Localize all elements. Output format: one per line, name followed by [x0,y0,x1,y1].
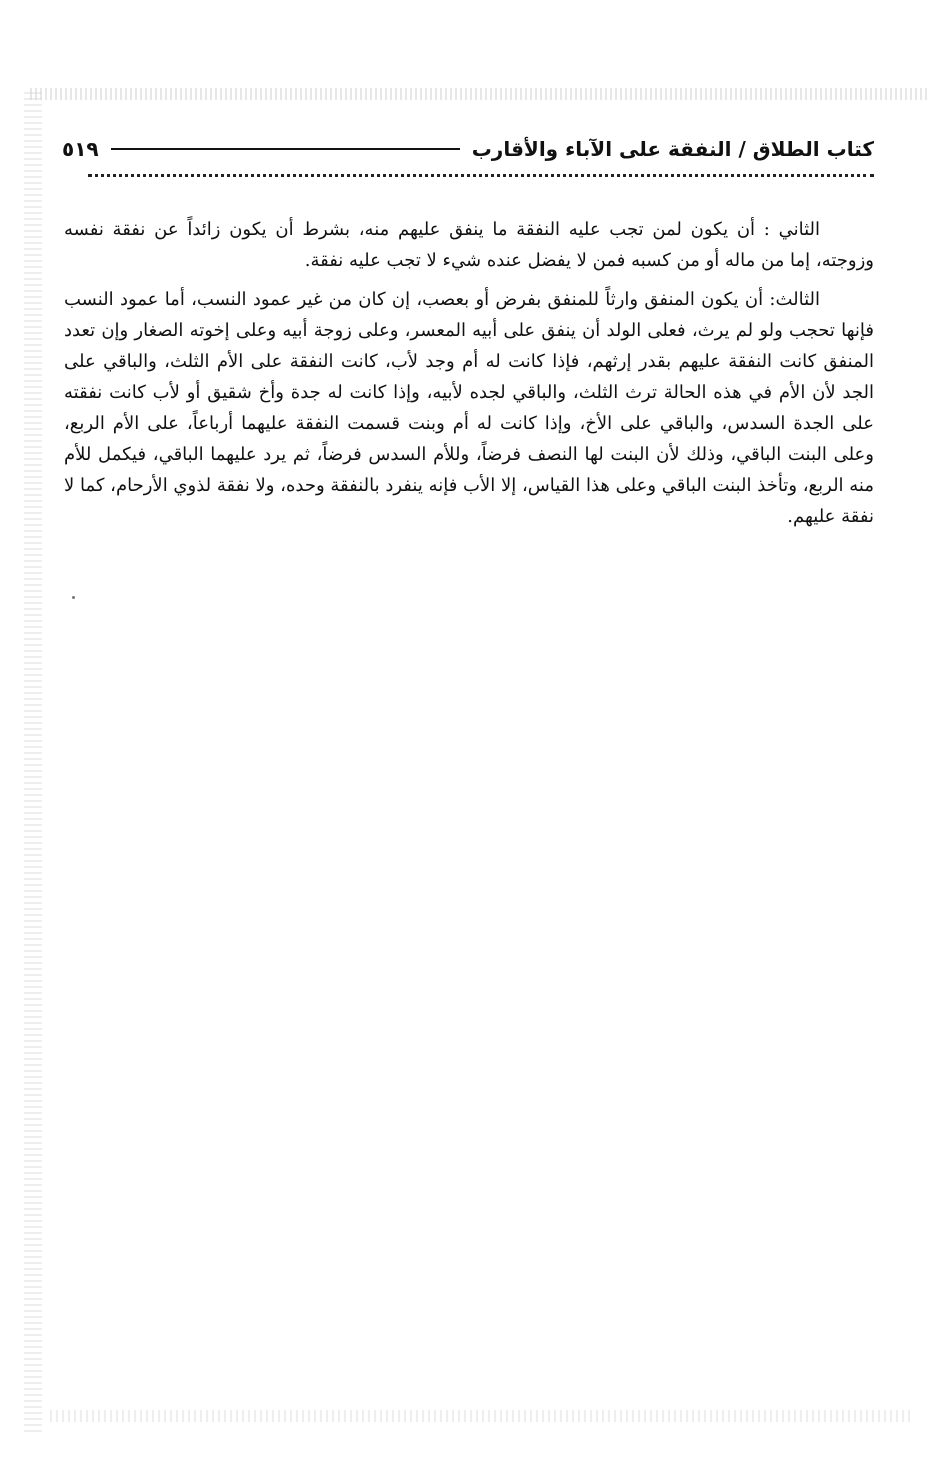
dotted-separator [88,174,874,193]
running-header [62,132,874,166]
paragraph-second-condition: الثاني : أن يكون لمن تجب عليه النفقة ما ينفق عليهم منه، بشرط أن يكون زائداً عن نفقة نفسه وزوجته، إما من ماله أو من كسبه فمن لا يفضل عنده شيء لا تجب عليه نفقة. [64,219,874,271]
page-number: ٥١٩ [62,137,99,161]
body-text [64,214,874,532]
ink-speck [72,596,75,599]
scan-edge-left [24,92,42,1432]
paragraph-third-condition: الثالث: أن يكون المنفق وارثاً للمنفق بفرض أو بعصب، إن كان من غير عمود النسب، أما عمود النسب فإنها تحجب ولو لم يرث، فعلى الولد أن ينفق على أبيه المعسر، وعلى زوجة أبيه وعلى إخوته الصغار وإن تعدد المنفق كانت النفقة عليهم بقدر إرثهم، فإذا كانت له أم وجد لأب، كانت النفقة على الأم الثلث، والباقي على الجد لأن الأم في هذه الحالة ترث الثلث، والباقي لجده لأبيه، وإذا كانت له جدة وأخ شقيق أو لأب كانت نفقته على الجدة السدس، والباقي على الأخ، وإذا كانت له أم وبنت قسمت النفقة عليهما أرباعاً، على الأم الربع، وعلى البنت الباقي، وذلك لأن البنت لها النصف فرضاً، وللأم السدس فرضاً، ثم يرد عليهما الباقي، فيكمل للأم منه الربع، وتأخذ البنت الباقي وعلى هذا القياس، إلا الأب فإنه ينفرد بالنفقة وحده، ولا نفقة لذوي الأرحام، كما لا نفقة عليهم. [64,289,874,527]
scan-edge-top [30,88,930,100]
scan-edge-bottom [50,1410,910,1422]
chapter-title: كتاب الطلاق / النفقة على الآباء والأقارب [471,137,874,161]
header-rule [111,148,460,150]
